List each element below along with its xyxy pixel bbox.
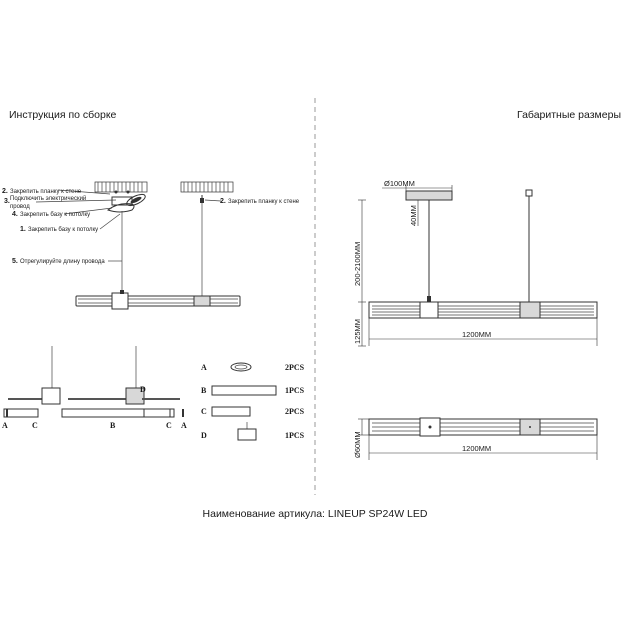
canopy-assembly bbox=[108, 191, 147, 293]
parts-list-letter: A bbox=[201, 363, 207, 372]
assembly-title: Инструкция по сборке bbox=[9, 109, 117, 121]
part-letter-a: A bbox=[2, 421, 8, 430]
luminaire-top-view bbox=[369, 418, 597, 460]
parts-list-qty: 1PCS bbox=[285, 386, 305, 395]
step-label-num: 1. bbox=[20, 226, 26, 233]
right-fixing bbox=[200, 195, 204, 296]
part-letter-a: A bbox=[181, 421, 187, 430]
length-bottom-label: 1200MM bbox=[462, 444, 492, 453]
step-label: Отрегулируйте длину провода bbox=[20, 259, 105, 265]
dimensions-title: Габаритные размеры bbox=[517, 109, 621, 121]
product-name: Наименование артикула: LINEUP SP24W LED bbox=[202, 508, 428, 520]
exploded-parts bbox=[2, 346, 187, 430]
parts-list-qty: 2PCS bbox=[285, 363, 305, 372]
luminaire-bar-assembled bbox=[76, 290, 240, 309]
parts-list-qty: 2PCS bbox=[285, 407, 305, 416]
assembly-diagram bbox=[2, 182, 305, 440]
length-top-label: 1200MM bbox=[462, 330, 492, 339]
step-label-num: 3. bbox=[4, 198, 10, 205]
step-label: Подключить электрический bbox=[10, 196, 87, 202]
part-letter-c: C bbox=[32, 421, 38, 430]
part-letter-b: B bbox=[110, 421, 116, 430]
luminaire-side-view bbox=[369, 302, 597, 346]
dimensions-drawing bbox=[353, 179, 597, 460]
step-label-num: 4. bbox=[12, 211, 18, 218]
step-label-num: 2. bbox=[220, 198, 226, 205]
ceiling-hatch-right bbox=[181, 182, 233, 192]
step-label: Закрепить базу к потолку bbox=[28, 227, 99, 233]
step-label: Закрепить базу к потолку bbox=[20, 212, 91, 218]
part-letter-d: D bbox=[140, 385, 146, 394]
parts-list-letter: B bbox=[201, 386, 207, 395]
step-label-num: 5. bbox=[12, 258, 18, 265]
step-label: Закрепить планку к стене bbox=[228, 199, 300, 205]
ceiling-hatch-left bbox=[95, 182, 147, 192]
part-a-ring bbox=[231, 363, 251, 371]
cable-length-label: 200-2100MM bbox=[353, 241, 362, 286]
part-b-bar bbox=[212, 386, 276, 395]
diameter-label: Ø60MM bbox=[353, 431, 362, 458]
step-label: провод bbox=[10, 204, 30, 210]
part-c-bar bbox=[212, 407, 250, 416]
parts-list bbox=[201, 363, 305, 440]
ceiling-canopy bbox=[406, 191, 452, 200]
canopy-diameter-label: Ø100MM bbox=[384, 179, 415, 188]
part-d-block bbox=[238, 429, 256, 440]
step-label-num: 2. bbox=[2, 188, 8, 195]
body-height-label: 125MM bbox=[353, 318, 362, 344]
parts-list-qty: 1PCS bbox=[285, 431, 305, 440]
step-label: Закрепить планку к стене bbox=[10, 189, 82, 195]
parts-list-letter: D bbox=[201, 431, 207, 440]
parts-list-letter: C bbox=[201, 407, 207, 416]
part-letter-c: C bbox=[166, 421, 172, 430]
canopy-height-label: 40MM bbox=[409, 205, 418, 226]
